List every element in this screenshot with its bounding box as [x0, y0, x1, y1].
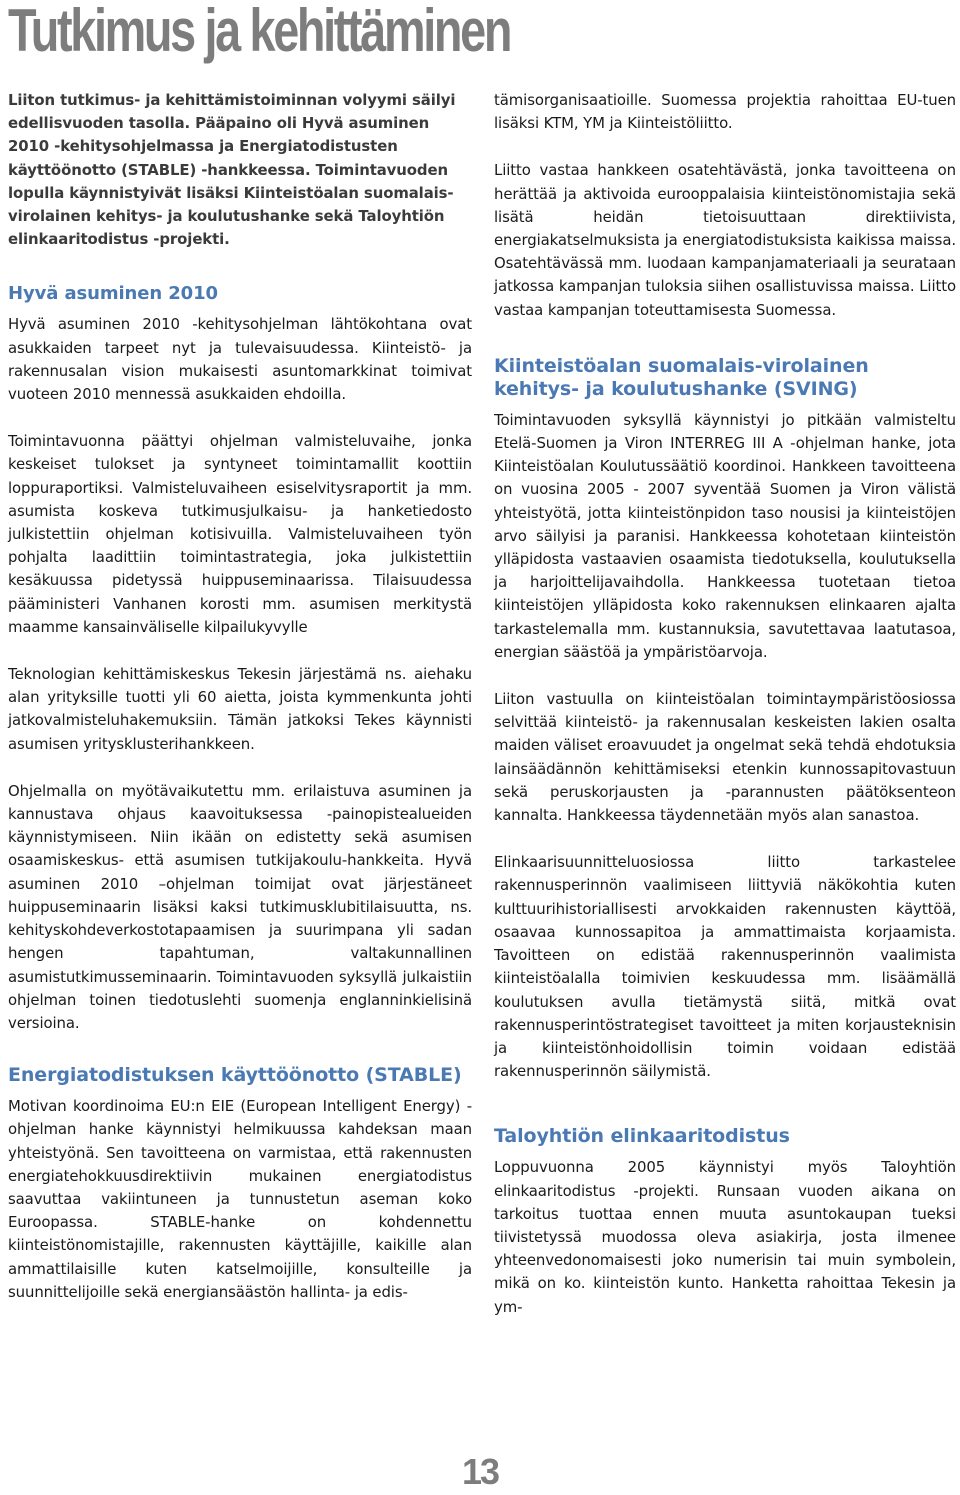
paragraph: Hyvä asuminen 2010 -kehitysohjelman lähtökohtana ovat asukkaiden tarpeet nyt ja tulevaisuudessa. Kiinteistö- ja rakennusalan vision mukaisesti asuntomarkkinat toimivat vuoteen 2010 mennessä asukkaiden ehdoilla. [8, 315, 472, 404]
section-heading-hyva-asuminen: Hyvä asuminen 2010 [8, 283, 218, 305]
paragraph: Elinkaarisuunnitteluosiossa liitto tarkastelee rakennusperinnön vaalimiseen liittyviä näkökohtia kuten kulttuurihistoriallisesti arvokkaiden rakennusten käyttöä, osaavaa kunnossapitoa ja ammattimaista korjaamista. Tavoitteen on edistää rakennusperinnön vaalimista kiinteistöalalla toimivien keskuudessa mm. lisäämällä koulutuksen avulla tietämystä siitä, mitkä ovat rakennusperintöstrategiset tavoitteet ja miten korjausteknisin ja kiinteistönhoidollisin toimin voidaan edistää rakennusperinnön säilymistä. [494, 853, 956, 1081]
page-title: Tutkimus ja kehittäminen [8, 0, 511, 64]
paragraph: Toimintavuoden syksyllä käynnistyi jo pitkään valmisteltu Etelä-Suomen ja Viron INTERREG III A -ohjelman hanke, jota Kiinteistöalan Koulutussäätiö koordinoi. Hankkeen tavoitteena on vuosina 2005 - 2007 syventää Suomen ja Viron välistä yhteistyötä, jotta kiinteistönpidon taso nousisi ja kiinteistöjen arvo säilyisi ja paranisi. Hankkeessa kohotetaan kiinteistön ylläpidosta vastaavien osaamista tiedotuksella, koulutuksella ja harjoittelijavaihdolla. Hankkeessa tuotetaan tietoa kiinteistöjen ylläpidosta koko rakennuksen elinkaaren ajalta tarkastelemalla mm. kustannuksia, savutettavaa laatutasoa, energian säästöä ja ympäristöarvoja. [494, 410, 956, 661]
page-number: 13 [461, 1451, 499, 1492]
paragraph: Liitto vastaa hankkeen osatehtävästä, jonka tavoitteena on herättää ja aktivoida eurooppalaisia kiinteistönomistajia sekä lisätä heidän tietoisuuttaan direktiivista, energiakatselmuksista ja energiatodistuksista kaikissa maissa. Osatehtävässä mm. luodaan kampanjamateriaali ja seurataan jatkossa kampanjan tuloksia siihen osallistuvissa maissa. Liitto vastaa kampanjan toteuttamisesta Suomessa. [494, 161, 956, 319]
paragraph: Toimintavuonna päättyi ohjelman valmisteluvaihe, jonka keskeiset tulokset ja syntyneet toimintamallit koottiin loppuraportiksi. Valmisteluvaiheen esiselvitysraportit ja mm. asumista koskeva tutkimusjulkaisu- ja hanketiedosto julkistettiin ohjelman kotisivuilla. Valmisteluvaiheen työn pohjalta laadittiin toimintastrategia, joka julkistettiin kesäkuussa pidetyssä huippuseminaarissa. Tilaisuudessa pääministeri Vanhanen korosti mm. asumisen merkitystä maamme kansainväliselle kilpailukyvylle [8, 432, 472, 636]
section-heading-elinkaaritodistus: Taloyhtiön elinkaaritodistus [494, 1125, 790, 1148]
section-heading-stable: Energiatodistuksen käyttöönotto (STABLE) [8, 1064, 462, 1087]
paragraph: Teknologian kehittämiskeskus Tekesin järjestämä ns. aiehaku alan yrityksille tuotti yli 60 aietta, joista kymmenkunta johti jatkovalmisteluhakemuksiin. Tämän jatkoksi Tekes käynnisti asumisen yritysklusterihankkeen. [8, 665, 472, 753]
paragraph: Motivan koordinoima EU:n EIE (European Intelligent Energy) -ohjelman hanke käynnistyi helmikuussa kahdeksan maan yhteistyönä. Sen tavoitteena on varmistaa, että rakennusten energiatehokkuusdirektiivin mukainen energiatodistus saavuttaa vakiintuneen ja tunnustetun aseman koko Euroopassa. STABLE-hanke on kohdennettu kiinteistönomistajille, rakennusten käyttäjille, kaikille alan ammattilaisille kuten katselmoijille, konsulteille ja suunnittelijoille sekä energiansäästön hallinta- ja edis- [8, 1097, 472, 1301]
paragraph: Liiton vastuulla on kiinteistöalan toimintaympäristöosiossa selvittää kiinteistö- ja rakennusalan keskeisten lakien osalta maiden väliset eroavuudet ja ongelmat sekä tehdä ehdotuksia lainsäädännön kehittämiseksi etenkin kunnossapitovastuun sekä peruskorjausten ja -parannusten päätöksenteon kannalta. Hankkeessa täydennetään myös alan sanastoa. [494, 690, 956, 825]
paragraph: tämisorganisaatioille. Suomessa projektia rahoittaa EU-tuen lisäksi KTM, YM ja Kiinteistöliitto. [494, 91, 956, 133]
section-heading-sving: Kiinteistöalan suomalais-virolainen kehitys- ja koulutushanke (SVING) [494, 354, 869, 400]
left-column [8, 89, 472, 1328]
right-column [494, 89, 956, 1343]
intro-paragraph: Liiton tutkimus- ja kehittämistoiminnan volyymi säilyi edellisvuoden tasolla. Pääpaino oli Hyvä asuminen 2010 -kehitysohjelmassa ja Energiatodistusten käyttöönotto (STABLE) -hankkeessa. Toimintavuoden lopulla käynnistyivät lisäksi Kiinteistöalan suomalais-virolainen kehitys- ja koulutushanke sekä Taloyhtiön elinkaaritodistus -projekti. [8, 91, 456, 249]
paragraph: Loppuvuonna 2005 käynnistyi myös Taloyhtiön elinkaaritodistus -projekti. Runsaan vuoden aikana on tarkoitus tuottaa ennen muuta asuntokaupan tueksi tiivistetyssä muodossa oleva asiakirja, josta ilmenee yhteenvedonomaisesti joko numerisin tai muin symbolein, mikä on ko. kiinteistön kunto. Hanketta rahoittaa Tekesin ja ym- [494, 1158, 956, 1316]
paragraph: Ohjelmalla on myötävaikutettu mm. erilaistuva asuminen ja kannustava ohjaus kaavoituksessa -painopistealueiden käynnistymiseen. Niin ikään on edistetty sekä asumisen osaamiskeskus- että asumisen tutkijakoulu-hankkeita. Hyvä asuminen 2010 –ohjelman toimijat ovat järjestäneet huippuseminaarin lisäksi kaksi tutkimusklubitilaisuutta, ns. kehityskohdeverkostotapaamisen ja suurimpana yli sadan hengen tapahtuman, valtakunnallinen asumistutkimusseminaarin. Toimintavuoden syksyllä julkaistiin ohjelman toinen tiedotuslehti suomenja englanninkielisinä versioina. [8, 781, 472, 1032]
